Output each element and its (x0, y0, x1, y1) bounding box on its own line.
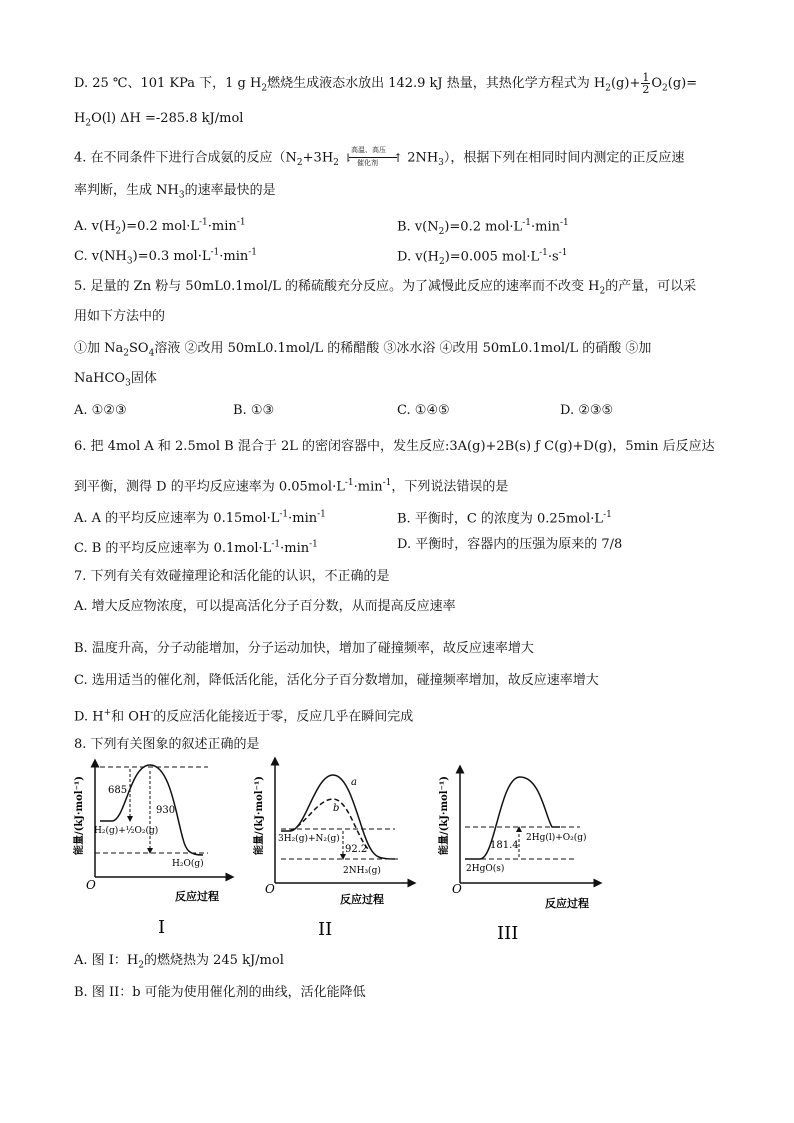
q3-option-d: D. 25 ℃、101 KPa 下，1 g $H_2$燃烧生成液态水放出 142.9 kJ 热量，其热化学方程式为 $H_2(g)+$ $\frac{1}{2}$ $O_2(g)=$ (74, 71, 698, 96)
q5-option-a: A. ①②③ (74, 403, 127, 418)
q3d-text-4: O (651, 76, 663, 91)
fig2-curve-b: b (333, 803, 340, 814)
fig1-origin: O (86, 878, 96, 892)
fig1-ylabel: 能量/(kJ·mol⁻¹) (74, 776, 85, 855)
q3-option-d-cont: $H_2O(l)$ ΔH =-285.8 kJ/mol (74, 111, 244, 129)
q4-options-row-1 (74, 214, 569, 241)
frac-num: 1 (642, 71, 650, 84)
q7-option-b: B. 温度升高，分子动能增加，分子运动加快，增加了碰撞频率，故反应速率增大 (74, 641, 534, 656)
q4-option-d: D. $v(H_2)=0.005$ $mol\cdot L^{-1}\cdot s^{-1}$ (397, 248, 568, 267)
q6-stem-1: 6. 把 4mol A 和 2.5mol B 混合于 2L 的密闭容器中，发生反应:3A(g)+2B(s) ƒ C(g)+D(g)，5min 后反应达 (74, 439, 715, 454)
q7-stem: 7. 下列有关有效碰撞理论和活化能的认识，不正确的是 (74, 569, 390, 584)
q6-option-b: B. 平衡时，C 的浓度为 $0.25mol\cdot L^{-1}$ (397, 510, 612, 527)
q8-stem: 8. 下列有关图象的叙述正确的是 (74, 737, 260, 752)
q4-stem-f: 的速率最快的是 (184, 183, 276, 198)
q4-stem-c: 2NH (407, 150, 439, 166)
q5-items-1: ①加 $Na_2SO_4$溶液 ②改用 50mL0.1mol/L 的稀醋酸 ③冰水浴 ④改用 50mL0.1mol/L 的硝酸 ⑤加 (74, 341, 652, 359)
fig2-label: II (318, 919, 333, 940)
q6-option-c: C. B 的平均反应速率为 $0.1mol\cdot L^{-1}\cdot\min^{-1}$ (74, 540, 318, 557)
q3d-text-6: H (74, 111, 86, 126)
q4-option-a: A. $v(H_2)=0.2$ $mol\cdot L^{-1}\cdot\min^{-1}$ (74, 218, 246, 237)
q5-stem-1: 5. 足量的 Zn 粉与 50mL0.1mol/L 的稀硫酸充分反应。为了减慢此反应的速率而不改变 $H_2$的产量，可以采 (74, 279, 697, 297)
q3d-text-1: D. 25 ℃、101 KPa 下，1 g H (74, 76, 262, 91)
q3d-text-2: 燃烧生成液态水放出 142.9 kJ 热量，其热化学方程式为 H (267, 76, 606, 91)
q6-option-a: A. A 的平均反应速率为 $0.15mol\cdot L^{-1}\cdot\min^{-1}$ (74, 510, 326, 527)
q4-stem-2: 率判断，生成 $NH_3$的速率最快的是 (74, 183, 276, 201)
q7-option-d: D. H+和 OH-的反应活化能接近于零，反应几乎在瞬间完成 (74, 708, 414, 725)
q4-options-row-2 (74, 244, 568, 271)
fig2-xlabel: 反应过程 (340, 893, 384, 906)
q7-option-a: A. 增大反应物浓度，可以提高活化分子百分数，从而提高反应速率 (74, 599, 456, 614)
q5-stem-a: 5. 足量的 Zn 粉与 50mL0.1mol/L 的稀硫酸充分反应。为了减慢此反应的速率而不改变 H (74, 279, 600, 294)
q3d-text-7: O(l) ΔH =-285.8 kJ/mol (91, 111, 244, 126)
fig3-label: III (497, 923, 519, 944)
fig3-product: 2Hg(l)+O₂(g) (526, 833, 587, 843)
figure-2 (252, 761, 412, 906)
arrow-top-label: 高温、高压 (351, 146, 387, 154)
q5-option-b: B. ①③ (233, 403, 275, 418)
q3d-text-5: (g)= (667, 76, 698, 91)
figure-1 (72, 763, 230, 903)
fig2-curve-a: a (351, 777, 357, 788)
q4-stem-1: 4. 在不同条件下进行合成氨的反应（$N_2+3H_2$ ⇂ 高温、高压 催化剂 ↑ $2NH_3$），根据下列在相同时间内测定的正反应速 (74, 146, 685, 169)
fig3-xlabel: 反应过程 (545, 897, 589, 910)
fig3-origin: O (452, 882, 462, 896)
fig3-ylabel: 能量/(kJ·mol⁻¹) (439, 776, 450, 855)
fig2-dh: 92.2 (345, 844, 368, 855)
frac-den: 2 (642, 83, 650, 96)
q8-option-a: A. 图 I：$H_2$的燃烧热为 245 kJ/mol (74, 953, 284, 971)
q4-stem-d: ），根据下列在相同时间内测定的正反应速 (443, 150, 685, 166)
q6-stem-2: 到平衡，测得 D 的平均反应速率为 $0.05mol\cdot L^{-1}\cdot\min^{-1}$，下列说法错误的是 (74, 478, 509, 495)
q8-option-b: B. 图 II：b 可能为使用催化剂的曲线，活化能降低 (74, 985, 366, 1000)
q4-option-c: C. $v(NH_3)=0.3$ $mol\cdot L^{-1}\cdot\min^{-1}$ (74, 248, 258, 267)
half-fraction (641, 72, 650, 95)
fig1-930: 930 (156, 805, 176, 816)
reversible-arrow-icon: ⇂ 高温、高压 催化剂 ↑ (343, 146, 404, 167)
arrow-bottom-label: 催化剂 (357, 159, 379, 167)
fig1-685: 685 (108, 785, 128, 796)
q7-option-c: C. 选用适当的催化剂，降低活化能，活化分子百分数增加，碰撞频率增加，故反应速率增大 (74, 673, 599, 688)
q4-option-b: B. $v(N_2)=0.2$ $mol\cdot L^{-1}\cdot\min^{-1}$ (397, 218, 569, 237)
fig1-product: H₂O(g) (172, 859, 204, 869)
q6-options-row-2 (74, 536, 623, 558)
q5-option-d: D. ②③⑤ (560, 403, 614, 418)
fig1-label: I (158, 917, 166, 938)
q6-option-d: D. 平衡时，容器内的压强为原来的 7/8 (397, 537, 623, 552)
figure-3 (437, 769, 598, 910)
energy-diagrams (0, 755, 794, 945)
fig2-ylabel: 能量/(kJ·mol⁻¹) (254, 776, 265, 855)
q4-stem-a: 4. 在不同条件下进行合成氨的反应（N (74, 150, 297, 166)
fig1-xlabel: 反应过程 (175, 890, 219, 903)
q5-option-c: C. ①④⑤ (397, 403, 450, 418)
q5-items-2: NaHCO$_3$固体 (74, 371, 157, 389)
fig3-reactant: 2HgO(s) (466, 864, 505, 874)
q4-stem-e: 率判断，生成 NH (74, 183, 179, 198)
fig1-reactant: H₂(g)+½O₂(g) (94, 826, 159, 836)
q5-options (74, 402, 614, 420)
q3d-text-3: (g)+ (610, 76, 641, 91)
fig2-origin: O (265, 882, 275, 896)
fig3-dh: 181.4 (490, 840, 519, 851)
q5-stem-2: 用如下方法中的 (74, 309, 166, 324)
q6-options-row-1 (74, 506, 612, 528)
fig2-product: 2NH₃(g) (343, 866, 381, 876)
q5-stem-b: 的产量，可以采 (605, 279, 697, 294)
q4-stem-b: +3H (302, 150, 334, 166)
fig2-reactant: 3H₂(g)+N₂(g) (278, 834, 340, 844)
